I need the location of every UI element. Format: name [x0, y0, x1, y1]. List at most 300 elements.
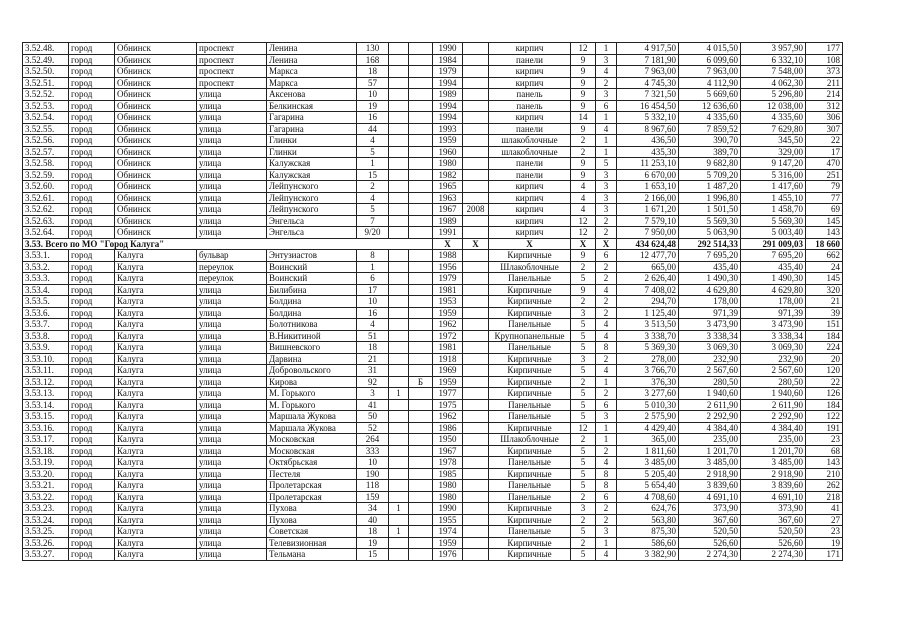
- settlement-type-cell: город: [69, 181, 115, 193]
- living-area-cell: 971,39: [679, 307, 741, 319]
- floors-count-cell: 5: [571, 457, 596, 469]
- total-area-cell: 5 654,40: [617, 480, 679, 492]
- year-renovated-cell: [463, 307, 489, 319]
- table-row: [23, 181, 843, 193]
- total-area-cell: 6 670,00: [617, 169, 679, 181]
- building-number-cell: 1: [357, 158, 389, 170]
- item-number-cell: 3.53.1.: [23, 250, 69, 262]
- settlement-type-cell: город: [69, 491, 115, 503]
- living-area-residential-cell: 4 629,80: [741, 284, 806, 296]
- living-area-residential-cell: 2 918,90: [741, 468, 806, 480]
- street-name-cell: Пухова: [267, 503, 357, 515]
- street-name-cell: Пролетарская: [267, 491, 357, 503]
- settlement-type-cell: город: [69, 526, 115, 538]
- total-area-cell: 7 579,10: [617, 215, 679, 227]
- settlement-type-cell: город: [69, 376, 115, 388]
- living-area-cell: 232,90: [679, 353, 741, 365]
- item-number-cell: 3.53.10.: [23, 353, 69, 365]
- item-number-cell: 3.53.27.: [23, 549, 69, 561]
- residents-count-cell: 171: [806, 549, 843, 561]
- total-area-cell: 586,60: [617, 537, 679, 549]
- settlement-type-cell: город: [69, 445, 115, 457]
- street-type-cell: улица: [197, 457, 267, 469]
- item-number-cell: 3.53.17.: [23, 434, 69, 446]
- year-built-cell: 1959: [433, 376, 463, 388]
- building-korpus-cell: [389, 43, 409, 55]
- building-korpus-cell: [389, 123, 409, 135]
- building-letter-cell: [409, 422, 433, 434]
- entrances-count-cell: 2: [596, 388, 617, 400]
- table-row: [23, 457, 843, 469]
- living-area-cell: 3 485,00: [679, 457, 741, 469]
- year-built-cell: 1965: [433, 181, 463, 193]
- floors-count-cell: 3: [571, 353, 596, 365]
- wall-material-cell: кирпич: [489, 43, 571, 55]
- living-area-residential-cell: 1 417,60: [741, 181, 806, 193]
- year-built-cell: 1990: [433, 503, 463, 515]
- settlement-type-cell: город: [69, 330, 115, 342]
- residents-count-cell: 108: [806, 54, 843, 66]
- living-area-cell: 5 669,60: [679, 89, 741, 101]
- living-area-residential-cell: 2 274,30: [741, 549, 806, 561]
- living-area-cell: 390,70: [679, 135, 741, 147]
- residents-count-cell: 68: [806, 445, 843, 457]
- living-area-residential-cell: 3 069,30: [741, 342, 806, 354]
- floors-count-cell: 9: [571, 250, 596, 262]
- entrances-count-cell: 2: [596, 215, 617, 227]
- wall-material-cell: Кирпичные: [489, 422, 571, 434]
- settlement-type-cell: город: [69, 307, 115, 319]
- building-letter-cell: [409, 89, 433, 101]
- wall-material-cell: Панельные: [489, 411, 571, 423]
- residents-count-cell: 211: [806, 77, 843, 89]
- year-renovated-cell: [463, 215, 489, 227]
- year-built-cell: 1991: [433, 227, 463, 239]
- wall-material-cell: кирпич: [489, 77, 571, 89]
- year-renovated-cell: [463, 422, 489, 434]
- item-number-cell: 3.53.21.: [23, 480, 69, 492]
- residents-count-cell: 184: [806, 330, 843, 342]
- year-built-cell: 1989: [433, 215, 463, 227]
- street-type-cell: улица: [197, 342, 267, 354]
- table-row: [23, 135, 843, 147]
- total-area-cell: 278,00: [617, 353, 679, 365]
- building-korpus-cell: [389, 261, 409, 273]
- street-name-cell: Пролетарская: [267, 480, 357, 492]
- item-number-cell: 3.53.15.: [23, 411, 69, 423]
- living-area-residential-cell: 12 038,00: [741, 100, 806, 112]
- building-korpus-cell: [389, 480, 409, 492]
- item-number-cell: 3.53.8.: [23, 330, 69, 342]
- floors-count-cell: 3: [571, 307, 596, 319]
- settlement-type-cell: город: [69, 54, 115, 66]
- living-area-residential-cell: 5 569,30: [741, 215, 806, 227]
- building-number-cell: 15: [357, 169, 389, 181]
- settlement-type-cell: город: [69, 319, 115, 331]
- street-type-cell: проспект: [197, 43, 267, 55]
- living-area-cell: 3 338,34: [679, 330, 741, 342]
- building-number-cell: 92: [357, 376, 389, 388]
- table-row: [23, 365, 843, 377]
- street-name-cell: Калужская: [267, 158, 357, 170]
- year-renovated-cell: [463, 480, 489, 492]
- year-renovated-cell: [463, 43, 489, 55]
- year-renovated-cell: [463, 399, 489, 411]
- wall-material-cell: кирпич: [489, 66, 571, 78]
- year-renovated-cell: [463, 503, 489, 515]
- entrances-count-cell: 5: [596, 158, 617, 170]
- floors-count-cell: 2: [571, 434, 596, 446]
- year-built-cell: 1962: [433, 319, 463, 331]
- year-built-cell: 1918: [433, 353, 463, 365]
- street-name-cell: В.Никитиной: [267, 330, 357, 342]
- living-area-cell: 389,70: [679, 146, 741, 158]
- building-number-cell: 18: [357, 66, 389, 78]
- living-area-cell: 4 384,40: [679, 422, 741, 434]
- building-letter-cell: [409, 537, 433, 549]
- item-number-cell: 3.52.51.: [23, 77, 69, 89]
- year-built-cell: 1981: [433, 342, 463, 354]
- wall-material-cell: панели: [489, 158, 571, 170]
- wall-material-cell: Кирпичные: [489, 514, 571, 526]
- building-korpus-cell: [389, 192, 409, 204]
- year-built-cell: 1974: [433, 526, 463, 538]
- entrances-count-cell: 4: [596, 123, 617, 135]
- residents-count-cell: 27: [806, 514, 843, 526]
- wall-material-cell: кирпич: [489, 204, 571, 216]
- building-number-cell: 9/20: [357, 227, 389, 239]
- street-name-cell: Глинки: [267, 146, 357, 158]
- building-korpus-cell: [389, 215, 409, 227]
- building-letter-cell: [409, 261, 433, 273]
- wall-material-cell: X: [489, 238, 571, 250]
- street-type-cell: проспект: [197, 66, 267, 78]
- building-letter-cell: [409, 307, 433, 319]
- building-korpus-cell: [389, 204, 409, 216]
- entrances-count-cell: 3: [596, 192, 617, 204]
- floors-count-cell: 2: [571, 514, 596, 526]
- settlement-name-cell: Обнинск: [115, 204, 197, 216]
- living-area-cell: 5 569,30: [679, 215, 741, 227]
- building-number-cell: 19: [357, 100, 389, 112]
- settlement-name-cell: Калуга: [115, 411, 197, 423]
- item-number-cell: 3.53.20.: [23, 468, 69, 480]
- year-built-cell: 1962: [433, 411, 463, 423]
- living-area-residential-cell: 367,60: [741, 514, 806, 526]
- building-number-cell: 1: [357, 261, 389, 273]
- settlement-type-cell: город: [69, 158, 115, 170]
- settlement-type-cell: город: [69, 480, 115, 492]
- floors-count-cell: 2: [571, 491, 596, 503]
- building-letter-cell: [409, 284, 433, 296]
- building-number-cell: 3: [357, 388, 389, 400]
- street-type-cell: улица: [197, 468, 267, 480]
- street-name-cell: Гагарина: [267, 123, 357, 135]
- living-area-residential-cell: 1 201,70: [741, 445, 806, 457]
- year-built-cell: 1990: [433, 43, 463, 55]
- building-number-cell: 5: [357, 204, 389, 216]
- housing-register-table: [22, 42, 843, 561]
- table-row: [23, 411, 843, 423]
- street-type-cell: улица: [197, 388, 267, 400]
- street-type-cell: улица: [197, 445, 267, 457]
- item-number-cell: 3.53.24.: [23, 514, 69, 526]
- building-number-cell: 18: [357, 526, 389, 538]
- item-number-cell: 3.52.57.: [23, 146, 69, 158]
- living-area-cell: 4 015,50: [679, 43, 741, 55]
- floors-count-cell: 5: [571, 342, 596, 354]
- living-area-residential-cell: 5 316,00: [741, 169, 806, 181]
- building-number-cell: 4: [357, 319, 389, 331]
- wall-material-cell: Кирпичные: [489, 365, 571, 377]
- item-number-cell: 3.53.22.: [23, 491, 69, 503]
- year-built-cell: 1980: [433, 480, 463, 492]
- item-number-cell: 3.52.50.: [23, 66, 69, 78]
- street-type-cell: улица: [197, 422, 267, 434]
- year-renovated-cell: [463, 250, 489, 262]
- street-name-cell: Московская: [267, 434, 357, 446]
- building-number-cell: 130: [357, 43, 389, 55]
- year-renovated-cell: [463, 353, 489, 365]
- street-name-cell: Маршала Жукова: [267, 411, 357, 423]
- street-type-cell: бульвар: [197, 250, 267, 262]
- living-area-residential-cell: 4 062,30: [741, 77, 806, 89]
- table-row: [23, 227, 843, 239]
- living-area-cell: 1 996,80: [679, 192, 741, 204]
- year-renovated-cell: [463, 261, 489, 273]
- residents-count-cell: 22: [806, 376, 843, 388]
- total-area-cell: 7 963,00: [617, 66, 679, 78]
- settlement-type-cell: город: [69, 66, 115, 78]
- building-korpus-cell: [389, 112, 409, 124]
- building-letter-cell: [409, 457, 433, 469]
- building-letter-cell: [409, 227, 433, 239]
- settlement-type-cell: город: [69, 135, 115, 147]
- building-korpus-cell: [389, 457, 409, 469]
- table-row: [23, 319, 843, 331]
- street-name-cell: Маршала Жукова: [267, 422, 357, 434]
- entrances-count-cell: 3: [596, 411, 617, 423]
- building-number-cell: 10: [357, 457, 389, 469]
- building-korpus-cell: [389, 227, 409, 239]
- building-number-cell: 15: [357, 549, 389, 561]
- building-korpus-cell: [389, 491, 409, 503]
- residents-count-cell: 662: [806, 250, 843, 262]
- year-renovated-cell: [463, 388, 489, 400]
- floors-count-cell: 9: [571, 66, 596, 78]
- building-korpus-cell: [389, 158, 409, 170]
- settlement-type-cell: город: [69, 468, 115, 480]
- table-row: [23, 100, 843, 112]
- table-row: [23, 169, 843, 181]
- floors-count-cell: 9: [571, 54, 596, 66]
- total-area-cell: 3 338,70: [617, 330, 679, 342]
- building-number-cell: 10: [357, 89, 389, 101]
- floors-count-cell: 9: [571, 123, 596, 135]
- settlement-type-cell: город: [69, 434, 115, 446]
- residents-count-cell: 251: [806, 169, 843, 181]
- floors-count-cell: 3: [571, 503, 596, 515]
- settlement-name-cell: Калуга: [115, 468, 197, 480]
- item-number-cell: 3.52.55.: [23, 123, 69, 135]
- building-korpus-cell: [389, 146, 409, 158]
- building-number-cell: 18: [357, 342, 389, 354]
- item-number-cell: 3.52.58.: [23, 158, 69, 170]
- floors-count-cell: X: [571, 238, 596, 250]
- living-area-cell: 7 963,00: [679, 66, 741, 78]
- street-name-cell: Энгельса: [267, 215, 357, 227]
- year-built-cell: 1980: [433, 491, 463, 503]
- living-area-cell: 520,50: [679, 526, 741, 538]
- wall-material-cell: Кирпичные: [489, 307, 571, 319]
- residents-count-cell: 218: [806, 491, 843, 503]
- settlement-type-cell: город: [69, 146, 115, 158]
- year-built-cell: 1993: [433, 123, 463, 135]
- year-built-cell: 1959: [433, 135, 463, 147]
- living-area-cell: 4 335,60: [679, 112, 741, 124]
- living-area-cell: 3 473,90: [679, 319, 741, 331]
- street-type-cell: улица: [197, 215, 267, 227]
- year-renovated-cell: [463, 411, 489, 423]
- residents-count-cell: 24: [806, 261, 843, 273]
- floors-count-cell: 9: [571, 89, 596, 101]
- street-type-cell: улица: [197, 146, 267, 158]
- entrances-count-cell: 4: [596, 549, 617, 561]
- settlement-type-cell: город: [69, 261, 115, 273]
- living-area-residential-cell: 329,00: [741, 146, 806, 158]
- item-number-cell: 3.52.53.: [23, 100, 69, 112]
- year-built-cell: 1994: [433, 112, 463, 124]
- street-type-cell: улица: [197, 434, 267, 446]
- wall-material-cell: Панельные: [489, 526, 571, 538]
- building-number-cell: 51: [357, 330, 389, 342]
- entrances-count-cell: 2: [596, 445, 617, 457]
- year-renovated-cell: [463, 526, 489, 538]
- residents-count-cell: 19: [806, 537, 843, 549]
- wall-material-cell: Крупнопанельные: [489, 330, 571, 342]
- living-area-cell: 4 629,80: [679, 284, 741, 296]
- item-number-cell: 3.53.2.: [23, 261, 69, 273]
- building-letter-cell: [409, 146, 433, 158]
- street-type-cell: улица: [197, 411, 267, 423]
- street-type-cell: переулок: [197, 261, 267, 273]
- wall-material-cell: Шлакоблочные: [489, 261, 571, 273]
- wall-material-cell: панели: [489, 123, 571, 135]
- building-letter-cell: [409, 411, 433, 423]
- table-row: [23, 66, 843, 78]
- street-type-cell: улица: [197, 158, 267, 170]
- settlement-type-cell: город: [69, 503, 115, 515]
- settlement-name-cell: Обнинск: [115, 135, 197, 147]
- item-number-cell: 3.52.49.: [23, 54, 69, 66]
- street-type-cell: улица: [197, 123, 267, 135]
- street-type-cell: улица: [197, 307, 267, 319]
- building-korpus-cell: [389, 135, 409, 147]
- street-type-cell: улица: [197, 503, 267, 515]
- settlement-type-cell: город: [69, 169, 115, 181]
- building-number-cell: 44: [357, 123, 389, 135]
- settlement-type-cell: город: [69, 273, 115, 285]
- year-renovated-cell: [463, 100, 489, 112]
- building-letter-cell: [409, 342, 433, 354]
- street-type-cell: переулок: [197, 273, 267, 285]
- total-area-cell: 563,80: [617, 514, 679, 526]
- building-korpus-cell: [389, 66, 409, 78]
- street-name-cell: Ленина: [267, 54, 357, 66]
- living-area-residential-cell: 7 629,80: [741, 123, 806, 135]
- settlement-name-cell: Калуга: [115, 526, 197, 538]
- floors-count-cell: 9: [571, 169, 596, 181]
- settlement-name-cell: Калуга: [115, 261, 197, 273]
- building-number-cell: 17: [357, 284, 389, 296]
- settlement-type-cell: город: [69, 284, 115, 296]
- building-number-cell: 264: [357, 434, 389, 446]
- wall-material-cell: кирпич: [489, 192, 571, 204]
- settlement-name-cell: Обнинск: [115, 77, 197, 89]
- building-korpus-cell: [389, 250, 409, 262]
- year-built-cell: 1953: [433, 296, 463, 308]
- building-number-cell: 31: [357, 365, 389, 377]
- year-built-cell: 1969: [433, 365, 463, 377]
- total-area-cell: 12 477,70: [617, 250, 679, 262]
- total-area-cell: 3 766,70: [617, 365, 679, 377]
- total-area-cell: 2 166,00: [617, 192, 679, 204]
- building-number-cell: 6: [357, 273, 389, 285]
- year-renovated-cell: X: [463, 238, 489, 250]
- residents-count-cell: 262: [806, 480, 843, 492]
- street-name-cell: Лейпунского: [267, 204, 357, 216]
- settlement-type-cell: город: [69, 422, 115, 434]
- building-korpus-cell: [389, 353, 409, 365]
- living-area-cell: 235,00: [679, 434, 741, 446]
- total-area-cell: 5 332,10: [617, 112, 679, 124]
- year-built-cell: 1984: [433, 54, 463, 66]
- year-renovated-cell: [463, 376, 489, 388]
- building-number-cell: 41: [357, 399, 389, 411]
- wall-material-cell: панели: [489, 169, 571, 181]
- settlement-type-cell: город: [69, 112, 115, 124]
- street-name-cell: Глинки: [267, 135, 357, 147]
- year-renovated-cell: [463, 54, 489, 66]
- street-name-cell: Пестеля: [267, 468, 357, 480]
- total-area-cell: 2 626,40: [617, 273, 679, 285]
- total-area-cell: 5 369,30: [617, 342, 679, 354]
- year-renovated-cell: [463, 77, 489, 89]
- street-name-cell: Лейпунского: [267, 181, 357, 193]
- building-korpus-cell: [389, 181, 409, 193]
- table-row: [23, 215, 843, 227]
- floors-count-cell: 4: [571, 204, 596, 216]
- table-row: [23, 342, 843, 354]
- year-renovated-cell: [463, 549, 489, 561]
- entrances-count-cell: 2: [596, 273, 617, 285]
- year-renovated-cell: [463, 273, 489, 285]
- street-type-cell: улица: [197, 169, 267, 181]
- building-korpus-cell: [389, 77, 409, 89]
- street-type-cell: улица: [197, 514, 267, 526]
- street-type-cell: улица: [197, 399, 267, 411]
- building-number-cell: 4: [357, 192, 389, 204]
- residents-count-cell: 312: [806, 100, 843, 112]
- year-renovated-cell: [463, 514, 489, 526]
- settlement-name-cell: Калуга: [115, 514, 197, 526]
- year-renovated-cell: [463, 66, 489, 78]
- entrances-count-cell: 2: [596, 353, 617, 365]
- building-korpus-cell: [389, 399, 409, 411]
- table-row: [23, 192, 843, 204]
- year-built-cell: 1955: [433, 514, 463, 526]
- settlement-type-cell: город: [69, 411, 115, 423]
